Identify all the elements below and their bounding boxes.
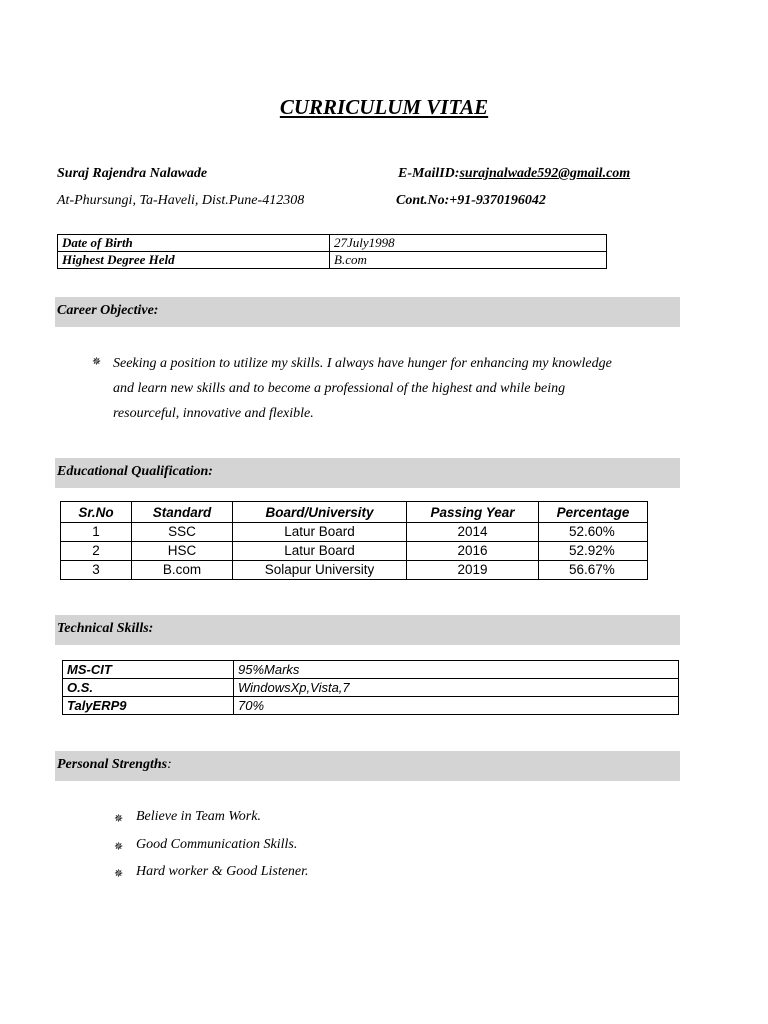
table-header-row — [61, 502, 648, 523]
bullet-icon: ✵ — [92, 356, 102, 368]
career-objective-text — [113, 351, 673, 426]
strength-item: Good Communication Skills. — [136, 837, 298, 852]
section-heading-career: Career Objective: — [55, 297, 680, 327]
section-heading-education: Educational Qualification: — [55, 458, 680, 488]
objective-line: resourceful, innovative and flexible. — [113, 406, 314, 421]
table-cell: 1 — [61, 523, 132, 542]
email-line — [398, 166, 630, 182]
column-header: Standard — [132, 502, 233, 523]
table-cell: Solapur University — [233, 561, 407, 580]
objective-line: and learn new skills and to become a professional of the highest and while being — [113, 381, 566, 396]
document-title: CURRICULUM VITAE — [279, 95, 489, 119]
bullet-icon: ✵ — [114, 868, 124, 880]
candidate-name: Suraj Rajendra Nalawade — [57, 166, 208, 181]
table-row — [63, 679, 679, 697]
table-row — [58, 235, 607, 252]
section-heading-strengths — [55, 751, 680, 781]
objective-line: Seeking a position to utilize my skills. I always have hunger for enhancing my knowledge — [113, 356, 612, 371]
strength-item: Believe in Team Work. — [136, 809, 261, 824]
table-cell: 56.67% — [539, 561, 648, 580]
detail-value: 27July1998 — [330, 235, 607, 252]
table-cell: SSC — [132, 523, 233, 542]
skill-value: 70% — [234, 697, 679, 715]
skill-label: MS-CIT — [63, 661, 234, 679]
skill-label: TalyERP9 — [63, 697, 234, 715]
strength-item: Hard worker & Good Listener. — [136, 864, 309, 879]
table-cell: 2019 — [407, 561, 539, 580]
personal-details-table — [57, 234, 607, 269]
table-row — [58, 252, 607, 269]
table-cell: Latur Board — [233, 523, 407, 542]
email-link[interactable]: surajnalwade592@gmail.com — [459, 166, 631, 181]
detail-label: Date of Birth — [58, 235, 330, 252]
skill-value: 95%Marks — [234, 661, 679, 679]
section-heading-skills: Technical Skills: — [55, 615, 680, 645]
column-header: Percentage — [539, 502, 648, 523]
skills-table — [62, 660, 679, 715]
table-row — [61, 561, 648, 580]
table-cell: HSC — [132, 542, 233, 561]
address: At-Phursungi, Ta-Haveli, Dist.Pune-412308 — [57, 193, 305, 208]
contact-number: Cont.No:+91-9370196042 — [396, 193, 546, 208]
column-header: Sr.No — [61, 502, 132, 523]
email-label: E-MailID: — [398, 166, 460, 181]
table-cell: 2016 — [407, 542, 539, 561]
column-header: Passing Year — [407, 502, 539, 523]
skill-label: O.S. — [63, 679, 234, 697]
table-row — [61, 523, 648, 542]
bullet-icon: ✵ — [114, 841, 124, 853]
table-cell: 3 — [61, 561, 132, 580]
education-table — [60, 501, 648, 580]
table-cell: 52.60% — [539, 523, 648, 542]
table-row — [63, 697, 679, 715]
table-row — [63, 661, 679, 679]
strengths-heading-colon: : — [167, 757, 172, 772]
strengths-heading-text: Personal Strengths — [57, 757, 168, 772]
table-cell: 2014 — [407, 523, 539, 542]
table-cell: 52.92% — [539, 542, 648, 561]
detail-label: Highest Degree Held — [58, 252, 330, 269]
bullet-icon: ✵ — [114, 813, 124, 825]
column-header: Board/University — [233, 502, 407, 523]
table-row — [61, 542, 648, 561]
table-cell: Latur Board — [233, 542, 407, 561]
table-cell: B.com — [132, 561, 233, 580]
skill-value: WindowsXp,Vista,7 — [234, 679, 679, 697]
detail-value: B.com — [330, 252, 607, 269]
table-cell: 2 — [61, 542, 132, 561]
